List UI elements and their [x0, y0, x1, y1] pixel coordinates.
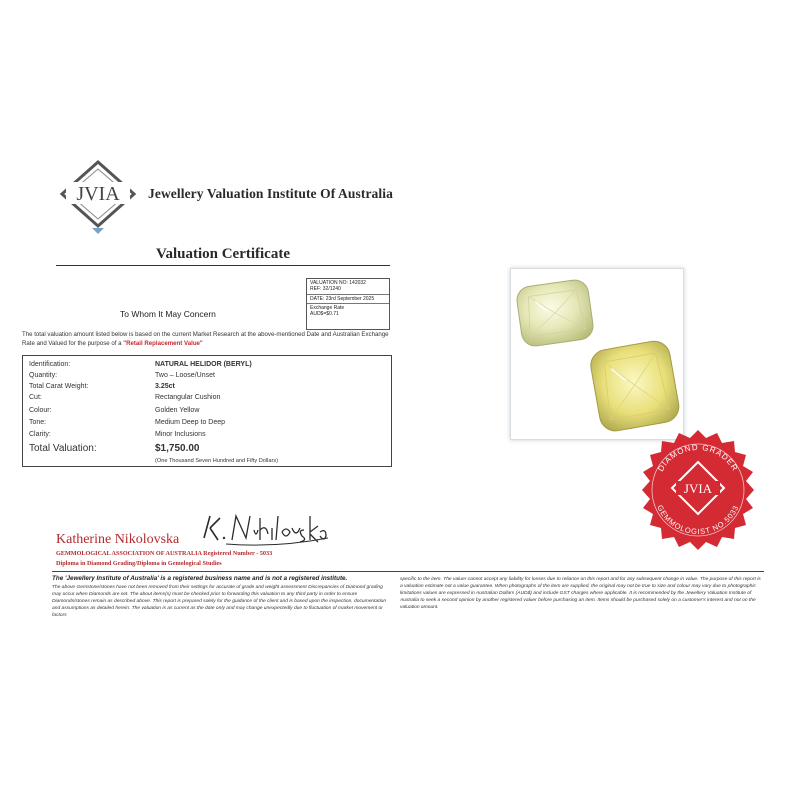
disclaimer-heading: The 'Jewellery Institute of Australia' is a registered business name and is not a registered institute.	[52, 575, 348, 582]
detail-label: Clarity:	[29, 431, 51, 438]
detail-value: Rectangular Cushion	[155, 394, 221, 401]
disclaimer-left-column: The above Gemstone/stones have not been removed from their settings for accurate of grade and weight assessment Discrepancies of Diamond grading may occur when Diamonds are set. The about items(s) must be checked prior to forwarding this valuation to any third party in order to ensure Diamonds/stones remain as described above. This report is prepared solely for the guidance of the client and is based upon the inspection, documentation and assumptions as detailed herein. The valuation is as current as the date only and may change unexpectedly due to fluctuation of market movement or factors	[52, 585, 387, 619]
organization-name: Jewellery Valuation Institute Of Australia	[148, 186, 393, 201]
signatory-registration: GEMMOLOGICAL ASSOCIATION OF AUSTRALIA Registered Number - 5033	[56, 550, 273, 557]
disclaimer-divider	[52, 571, 764, 572]
detail-label: Total Carat Weight:	[29, 383, 89, 390]
reference-number: REF: 32/1240	[310, 286, 341, 293]
seal-center-text: JVIA	[683, 481, 713, 496]
detail-value: Medium Deep to Deep	[155, 419, 226, 426]
detail-label: Identification:	[29, 361, 71, 368]
gemstone-photo	[510, 268, 684, 440]
detail-label: Colour:	[29, 407, 52, 414]
handwritten-signature	[196, 508, 336, 552]
intro-paragraph	[22, 331, 392, 348]
gemstone-2	[588, 339, 681, 434]
exchange-rate-cell	[307, 304, 389, 319]
logo-text: JVIA	[76, 183, 120, 205]
seal-top-text: DIAMOND GRADER	[656, 442, 740, 474]
valuation-ref-cell	[307, 279, 389, 295]
detail-value: NATURAL HELIDOR (BERYL)	[155, 361, 252, 368]
exchange-rate-value: AUD$=$0.71	[310, 311, 339, 317]
detail-value: Golden Yellow	[155, 407, 200, 414]
intro-text: The total valuation amount listed below is based on the current Market Research at the above-mentioned Date and Australian Exchange Rate and Valued for the purpose of a	[22, 331, 389, 347]
gemstone-1	[515, 278, 595, 347]
detail-label: Tone:	[29, 419, 47, 426]
exchange-rate-label: Exchange Rate	[310, 304, 345, 311]
detail-value: Two – Loose/Unset	[155, 372, 215, 379]
salutation: To Whom It May Concern	[120, 309, 216, 319]
total-valuation-label: Total Valuation:	[29, 443, 97, 454]
signatory-name: Katherine Nikolovska	[56, 532, 180, 547]
detail-label: Quantity:	[29, 372, 58, 379]
valuation-date: DATE: 23rd September 2025	[307, 295, 389, 304]
total-valuation-value: $1,750.00	[155, 443, 200, 454]
detail-value: Minor Inclusions	[155, 431, 206, 438]
disclaimer-right-column: specific to the item. The valuer cannot accept any liability for losses due to reliance on this report and for any subsequent change in value. The purpose of this report is a valuation estimate not a value guarantee. When photographs of the item are supplied, the original may not be true to size and colour may vary due to photographic limitations values are expressed in Australian Dollars (AUD$) and include GST charges where applicable. It is recommended by the Jewellery Valuation Institute of Australia to seek a second opinion by another registered valuer before purchasing an item. Items should be purchased solely on a customer's interest and not on the valuation amount.	[400, 577, 761, 611]
seal-bottom-text: GEMMOLOGIST NO.5033	[655, 503, 741, 537]
valuation-number: VALUATION NO: 142032	[310, 280, 366, 286]
title-divider	[56, 265, 390, 266]
gem-details-table	[22, 355, 392, 467]
signatory-qualifications: Diploma in Diamond Grading/Diploma in Gemological Studies	[56, 560, 222, 567]
detail-value: 3.25ct	[155, 383, 175, 390]
gemmologist-seal	[636, 428, 760, 552]
valuation-info-box	[306, 278, 390, 330]
jvia-logo	[56, 158, 140, 236]
retail-replacement-value: "Retail Replacement Value"	[123, 339, 203, 347]
certificate-title: Valuation Certificate	[155, 246, 290, 262]
total-in-words: (One Thousand Seven Hundred and Fifty Dollars)	[155, 458, 279, 464]
detail-label: Cut:	[29, 394, 42, 401]
